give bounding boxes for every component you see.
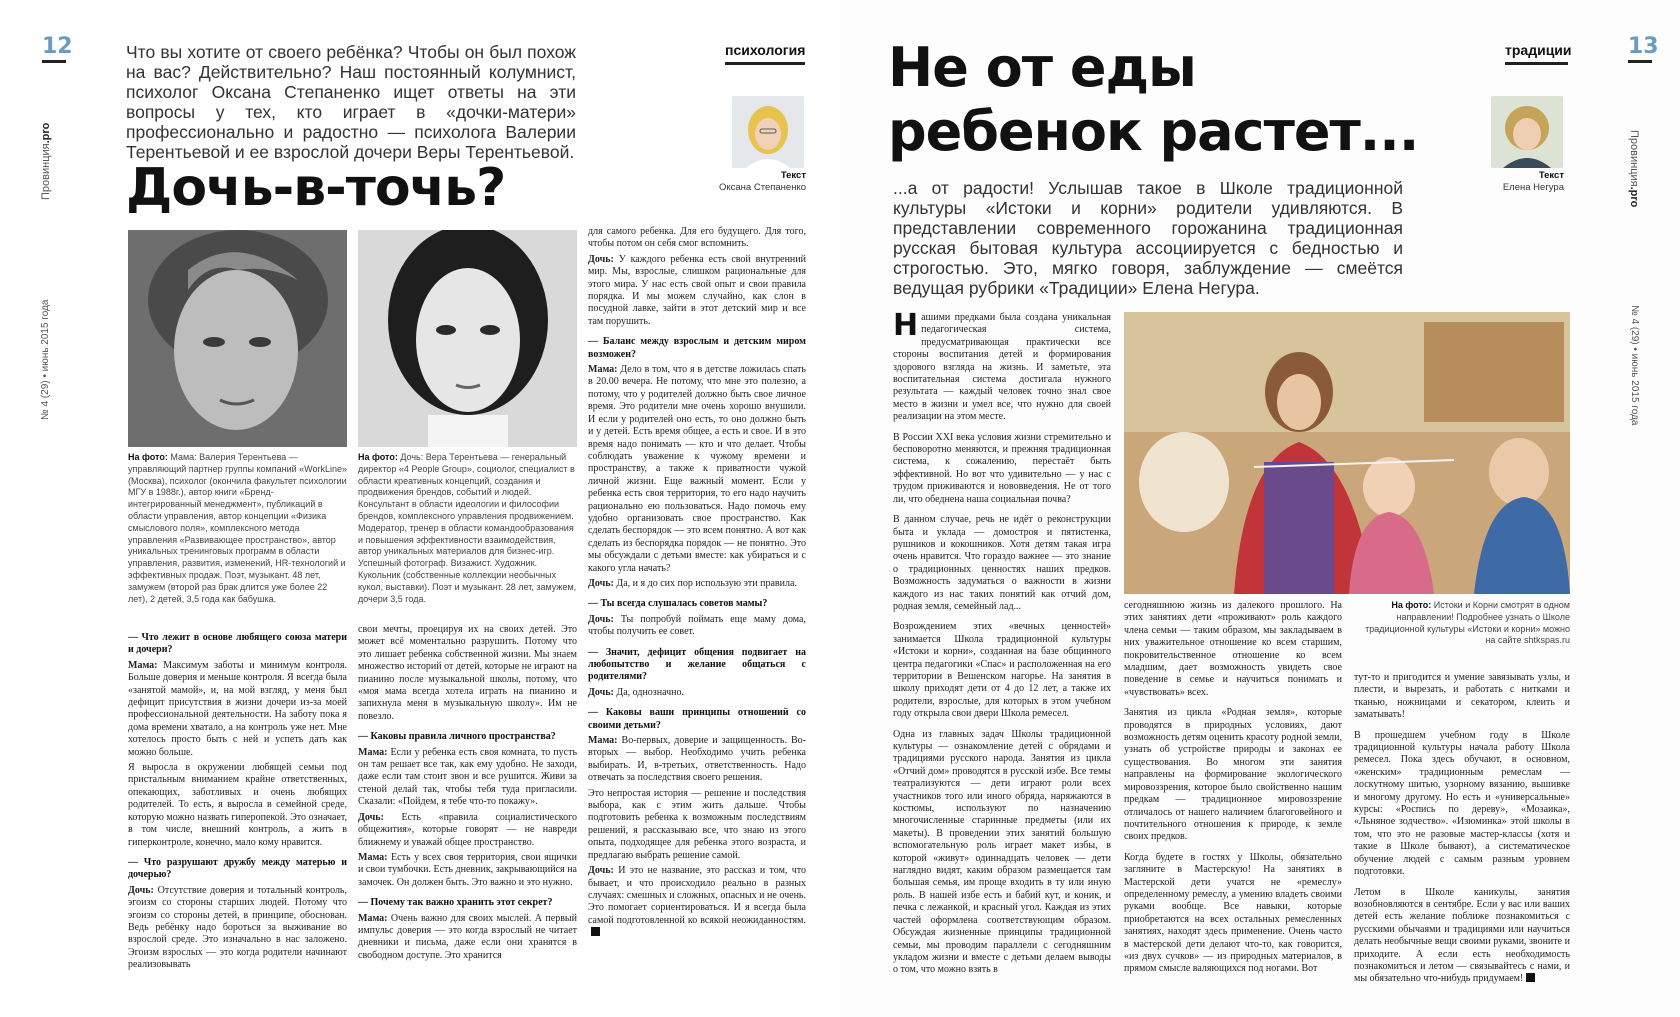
speaker-label: Дочь: [588,686,614,698]
paragraph-text: — Ты всегда слушалась советов мамы? [588,598,768,610]
interview-question [128,857,347,882]
article-column-2 [1124,600,1342,994]
daughter-portrait-photo [358,230,577,447]
speaker-label: Дочь: [358,811,384,823]
speaker-label: Мама: [358,851,388,863]
section-rule [1505,62,1568,65]
paragraph-text: Есть «правила социалистического общежития», которые говорят — не навреди ближнему и уважай общее пространство. [358,811,577,848]
paragraph-text: Я выросла в окружении любящей семьи под пристальным вниманием крайне ответственных, опекающих, заботливых и очень любящих родителей. То есть, я выросла в семейной среде, которую можно назвать гиперопекой. Это означает, в том числе, внешний контроль, а жить в гиперконтроле, конечно, мало кому нравится. [128,762,347,848]
paragraph-text: Есть у всех своя территория, свои ящички и свои тумбочки. Есть дневник, закрывающийся на замочек. Он должен быть. Это важно и это нужно. [358,851,577,888]
paragraph-text: свои мечты, проецируя их на своих детей. Это может всё моментально разрушить. Потому что это лишает ребенка собственной жизни. Мы знаем множество историй от детей, которые не играют на пианино после музыкальной школы, потому, что «моя мама всегда хотела играть на пианино и запихнула меня в музыкальную школу». Им не повезло. [358,624,577,722]
end-of-article-icon [591,927,600,936]
dropcap: Н [893,312,919,343]
speaker-label: Мама: [588,735,618,747]
body-paragraph [588,614,806,639]
page-number: 12 [42,34,73,59]
body-paragraph [588,735,806,785]
body-paragraph [588,226,806,251]
headline-line-1: Не от еды [888,36,1196,99]
article-column-1 [128,624,347,994]
caption-label: На фото: [128,452,168,462]
paragraph-text: тут-то и пригодится и умение завязывать узлы, и плести, и вырезать, и работать с нитками и тканью, ножницами и секатором, клеить и заматывать! [1354,672,1570,721]
body-paragraph [1354,672,1570,722]
lead-paragraph: ...а от радости! Услышав такое в Школе традиционной культуры «Истоки и корни» родители удивляются. В представлении современного горожанина традиционная русская бытовая культура ассоциируется с бедностью и строгостью. Это, мягко говоря, заблуждение — смеётся ведущая рубрики «Традиции» Елена Негура. [893,178,1403,298]
paragraph-text: В России XXI века условия жизни стремительно и бесповоротно меняются, и прежняя традиционная система, к сожалению, перестаёт быть эффективной. Но вот что удивительно — у нас с трудом приживаются и нововведения. Не от того ли, что обеднена наша социальная почва? [893,431,1111,505]
mother-portrait-photo [128,230,347,447]
author-credit [690,170,806,194]
caption-text: Дочь: Вера Терентьева — генеральный директор «4 People Group», социолог, специалист в области креативных концепций, создания и продвижения брендов, событий и людей. Консультант в области идеологии и философии брендов, комплексного управления продвижением. Модератор, тренер в области командообразования и повышения эффективности взаимодействия, автор уникальных материалов для бизнес-игр. Успешный фотограф. Визажист. Художник. Кукольник (собственные коллекции необычных кукол, выставки). Поэт и музыкант. 28 лет, замужем, дочери 3,5 года. [358,452,577,604]
paragraph-text: Да, однозначно. [613,686,685,698]
author-credit [1440,170,1564,194]
paragraph-text: — Почему так важно хранить этот секрет? [358,897,553,909]
speaker-label: Мама: [358,746,388,758]
body-paragraph [128,660,347,759]
paragraph-text: — Баланс между взрослым и детским миром возможен? [588,336,806,360]
interview-question [588,336,806,361]
vertical-brand-suffix: .pro [40,122,52,144]
article-column-3 [1354,672,1570,994]
speaker-label: Дочь: [588,253,614,265]
vertical-brand-text: Провинция [40,143,52,200]
paragraph-text: сегодняшнюю жизнь из далекого прошлого. На этих занятиях дети «проживают» роль каждого члена семьи — таким образом, мы закладываем в них уважительное отношение ко всем старшим, покровительственное отношение ко всем младшим, дает возможность увидеть свое поведение в семье и научиться понимать и «чувствовать» всех. [1124,600,1342,698]
body-paragraph [893,312,1111,424]
author-name: Елена Негура [1502,182,1564,193]
caption-text: Мама: Валерия Терентьева — управляющий партнер группы компаний «WorkLine» (Москва), психолог (окончила факультет психологии МГУ в 1988г.), автор книги «Бренд-интегрированный менеджмент», публикаций в области управления, автор концепции «Физика смыслового поля», комплексного метода управления «Развивающее пространство», автор уникальных тренинговых программ в области управления, развития, изменений, HR-технологий и эффективных продаж. Поэт, музыкант. 48 лет, замужем (второй раз брак длится уже более 22 лет), 2 детей, 3,5 года как бабушка. [128,452,347,604]
workshop-photo [1124,312,1570,594]
caption-text: Истоки и Корни смотрят в одном направлении! Подробнее узнать о Школе традиционной культуры «Истоки и корни» можно на сайте shtkspas.ru [1365,600,1570,646]
body-paragraph [1124,707,1342,843]
body-paragraph [893,729,1111,977]
caption-label: На фото: [1391,600,1432,610]
paragraph-text: — Значит, дефицит общения подвигает на любопытство и желание общаться с родителями? [588,646,806,683]
vertical-issue: № 4 (29) • июнь 2015 года [40,299,51,420]
interview-question [588,598,806,610]
vertical-brand [40,123,52,200]
vertical-brand-suffix: .pro [1628,186,1640,208]
section-tag: традиции [1505,42,1572,58]
paragraph-text: Одна из главных задач Школы традиционной культуры — ознакомление детей с обрядами и традициями русского народа. Занятия из цикла «Отчий дом» проводятся в русской избе. Все темы театрализуются — дети играют роли всех участников того или иного обряда, наряжаются в костюмы, используют по назначению многочисленные старинные предметы (или их макеты). В проведении этих занятий большую вспомогательную роль играет макет избы, в которой «живут» одиннадцать человек — дети наглядно видят, каким образом размещается там большая семья, им проще входить в ту или иную роль. В нашей избе есть и бабий кут, и коник, и печка с лежанкой, и красный угол. Каждая из этих частей оформлена соответствующим образом. Обсуждая жизненные принципы традиционной семьи, мы проводим параллели с сегодняшним укладом жизни и вместе с детьми делаем выводы о том, что можно взять в [893,728,1111,976]
body-paragraph [893,432,1111,506]
author-photo [1491,96,1563,168]
mother-photo-caption [128,452,347,605]
interview-question [588,647,806,684]
paragraph-text: — Что лежит в основе любящего союза матери и дочери? [128,632,347,656]
paragraph-text: ашими предками была создана уникальная педагогическая система, предусматривающая практически все стороны воспитания детей и формирования здорового взгляда на жизнь. И заметьте, эта воспитательная система достигала нужного результата — каждый человек точно знал свое место в жизни и умел все, что нужно для своей реализации на этом месте. [893,312,1111,423]
paragraph-text: Когда будете в гостях у Школы, обязательно загляните в Мастерскую! На занятиях в Мастерской дети учатся не «ремеслу» определенному ремеслу, а умению владеть своими руками вообще. Все навыки, которые приобретаются на всех остальных ремесленных занятиях, находят здесь применение. Очень часто в мастерской дети делают что-то, как говорится, «из двух сучков» — из природных материалов, в прямом смысле валяющихся под ногами. Вот [1124,851,1342,975]
body-paragraph [588,865,806,939]
body-paragraph [588,687,806,699]
paragraph-text: Дело в том, что я в детстве ложилась спать в 20.00 вечера. Не потому, что мне это полезно, а потому, что у родителей должно быть свое личное время. Это родители мне очень хорошо внушили. И если у родителей оно есть, то оно должно быть и у детей. Есть время общее, а есть и свое. И в это время надо понимать — кто и что делает. Чтобы соблюдать уважение к чужому времени и пространству, а также к приватности чужой личной жизни. Еще важный момент. Если у ребенка есть своя территория, то его надо научить рационально ею пользоваться. Надо помочь ему удобно организовать свое пространство. Как сделать беспорядок — это всем понятно. А вот как сделать из беспорядка порядок — не понятно. Это мы обсуждали с детьми вместе: как убираться и с какого угла начать? [588,364,806,574]
page-number: 13 [1628,34,1659,59]
paragraph-text: Если у ребенка есть своя комната, то пусть он там решает все так, как ему удобно. Не заходи, даже если там стоит звон и все рушится. Живи за стеной делай так, чтобы тебя туда пригласили. Сказали: «Пойдем, я тебе что-то покажу». [358,746,577,808]
page-number-rule [42,60,66,63]
paragraph-text: — Что разрушают дружбу между матерью и дочерью? [128,856,347,881]
article-column-2 [358,624,577,994]
section-rule [725,62,805,65]
body-paragraph [358,852,577,889]
paragraph-text: Ты попробуй поймать еще маму дома, чтобы получить ее совет. [588,613,806,638]
paragraph-text: И это не название, это рассказ и том, что бывает, и что происходило реально в разных случаях: смешных и сложных, опасных и не очень. Это помогает сориентироваться. И я всегда была самой подготовленной ко всякой неожиданностям. [588,865,806,926]
body-paragraph [588,578,806,590]
section-tag: психология [725,42,806,58]
interview-question [128,632,347,657]
article-column-1 [893,312,1111,994]
paragraph-text: У каждого ребенка есть свой внутренний мир. Мы, взрослые, слишком рациональные для этого мира. У нас есть свой опыт и свои правила порядка. И мы можем случайно, как слон в посудной лавке, зайти в этот детский мир и все там порушить. [588,253,806,327]
paragraph-text: Возрождением этих «вечных ценностей» занимается Школа традиционной культуры «Истоки и корни», созданная на базе общинного центра педагогики «Спас» и расположенная на его территории в Вешенском нагорье. На занятия в школу приходят дети от 4 до 12 лет, а также их родители, взрослые, для которых в этом учебном году открыла свои двери Школа ремесел. [893,621,1111,720]
body-paragraph [358,747,577,809]
body-paragraph [1354,887,1570,986]
end-of-article-icon [1526,973,1535,982]
body-paragraph [128,885,347,972]
paragraph-text: — Каковы ваши принципы отношений со своими детьми? [588,707,806,731]
body-paragraph [1124,852,1342,976]
vertical-brand-text: Провинция [1628,130,1640,187]
speaker-label: Мама: [128,659,158,671]
article-column-3 [588,226,806,994]
speaker-label: Дочь: [588,613,614,625]
vertical-issue: № 4 (29) • июнь 2015 года [1629,305,1640,426]
daughter-photo-caption [358,452,577,605]
paragraph-text: Летом в Школе каникулы, занятия возобновляются в сентябре. Если у вас или ваших детей есть желание поближе познакомиться с русскими обычаями и традициями или научиться делать необычные вещи своими руками, звоните и приходите. А если есть необходимость познакомиться и летом — связывайтесь с нами, и мы обязательно что-нибудь придумаем! [1354,886,1570,985]
paragraph-text: Занятия из цикла «Родная земля», которые проводятся в природных условиях, дают возможность детям оценить красоту родной земли, узнать об устройстве природы и законах ее существования. Во многом эти занятия направлены на формирование экологического мировоззрения, которое было свойственно нашим предкам — традиционное мировоззрение отличалось от нашего наличием благоговейного и почтительного отношения к природе, к земле своих предков. [1124,707,1342,843]
lead-paragraph: Что вы хотите от своего ребёнка? Чтобы он был похож на вас? Действительно? Наш постоянный колумнист, психолог Оксана Степаненко ищет ответы на эти вопросы у тех, кто играет в «дочки-матери» профессионально и радостно — психолога Валерии Терентьевой и ее взрослой дочери Веры Терентьевой. [126,42,576,162]
body-paragraph [358,913,577,963]
author-name: Оксана Степаненко [719,182,806,193]
author-label: Текст [1538,170,1564,181]
headline: Дочь-в-точь? [126,158,506,218]
paragraph-text: Да, и я до сих пор использую эти правила. [613,577,797,589]
body-paragraph [588,254,806,328]
speaker-label: Дочь: [588,865,614,877]
headline-line-2: ребенок растет... [888,100,1419,163]
page-number-rule [1628,60,1652,63]
paragraph-text: Очень важно для своих мыслей. А первый импульс доверия — это когда взрослый не читает дневники и письма, даже если они хранятся в свободном доступе. Это хранится [358,912,577,961]
paragraph-text: Отсутствие доверия и тотальный контроль, эгоизм со стороны старших людей. Потому что эгоизм со стороны детей, в принципе, обоснован. Ведь ребёнку надо бороться за выживание во взрослой среде. Это изначально в нас заложено. Эгоизм взрослых — это когда родители начинают реализовывать [128,884,347,971]
headline [888,36,1418,164]
paragraph-text: Во-первых, доверие и защищенность. Во-вторых — выбор. Необходимо учить ребенка выбирать. И, в-третьих, ответственность. Надо отвечать за последствия своего решения. [588,735,806,784]
paragraph-text: Это непростая история — решение и последствия выбора, как с этим жить дальше. Чтобы подготовить ребенка к возможным последствиям решений, я рассказываю все, что знаю из этого опыта, подходящее для ребенка этого возраста, и предлагаю выбрать решение самой. [588,787,806,861]
body-paragraph [358,624,577,723]
body-paragraph [588,788,806,862]
speaker-label: Дочь: [588,577,614,589]
interview-question [588,707,806,732]
interview-question [358,731,577,743]
paragraph-text: Максимум заботы и минимум контроля. Больше доверия и меньше контроля. Я всегда была «занятой мамой», и, на мой взгляд, у меня был дефицит присутствия в жизни дочери из-за моей профессиональной деятельности. На заботу пока я дома времени хватало, а на контроль уже нет. Мне хотелось просто быть с ней и успеть дать как можно больше. [128,659,347,758]
author-photo [732,96,804,168]
speaker-label: Мама: [588,364,618,376]
caption-label: На фото: [358,452,398,462]
body-paragraph [893,514,1111,613]
paragraph-text: — Каковы правила личного пространства? [358,731,556,743]
body-paragraph [893,621,1111,720]
vertical-brand [1628,130,1640,207]
paragraph-text: В данном случае, речь не идёт о реконструкции быта и уклада — домостроя и пятистенка, рушников и кокошников. Хотя детям такая игра очень нравится. Что гораздо важнее — это знание о традиционных ценностях наших предков. Возможность задуматься о важности в жизни каждого из нас таких понятий как отчий дом, родная земля, семейный лад... [893,514,1111,612]
paragraph-text: В прошедшем учебном году в Школе традиционной культуры начала работу Школа ремесел. Пока здесь обучают, в основном, «женским» традиционным ремеслам — лоскутному шитью, узорному вязанию, вышивке и многому другому. Но есть и «универсальные» курсы: «Роспись по дереву», «Мозаика», «Льняное зодчество». «Изюминка» этой школы в том, что это не разовые мастер-классы (хотя и такие в Школе бывают), а систематическое обучение людей с самым разным уровнем подготовки. [1354,729,1570,878]
body-paragraph [1354,730,1570,879]
body-paragraph [588,364,806,575]
body-paragraph [358,812,577,849]
body-paragraph [128,762,347,849]
paragraph-text: для самого ребенка. Для его будущего. Для того, чтобы потом он себя смог вспомнить. [588,226,806,250]
body-paragraph [1124,600,1342,699]
interview-question [358,897,577,909]
speaker-label: Мама: [358,912,388,924]
speaker-label: Дочь: [128,884,154,896]
workshop-photo-caption [1356,600,1570,647]
author-label: Текст [780,170,806,181]
